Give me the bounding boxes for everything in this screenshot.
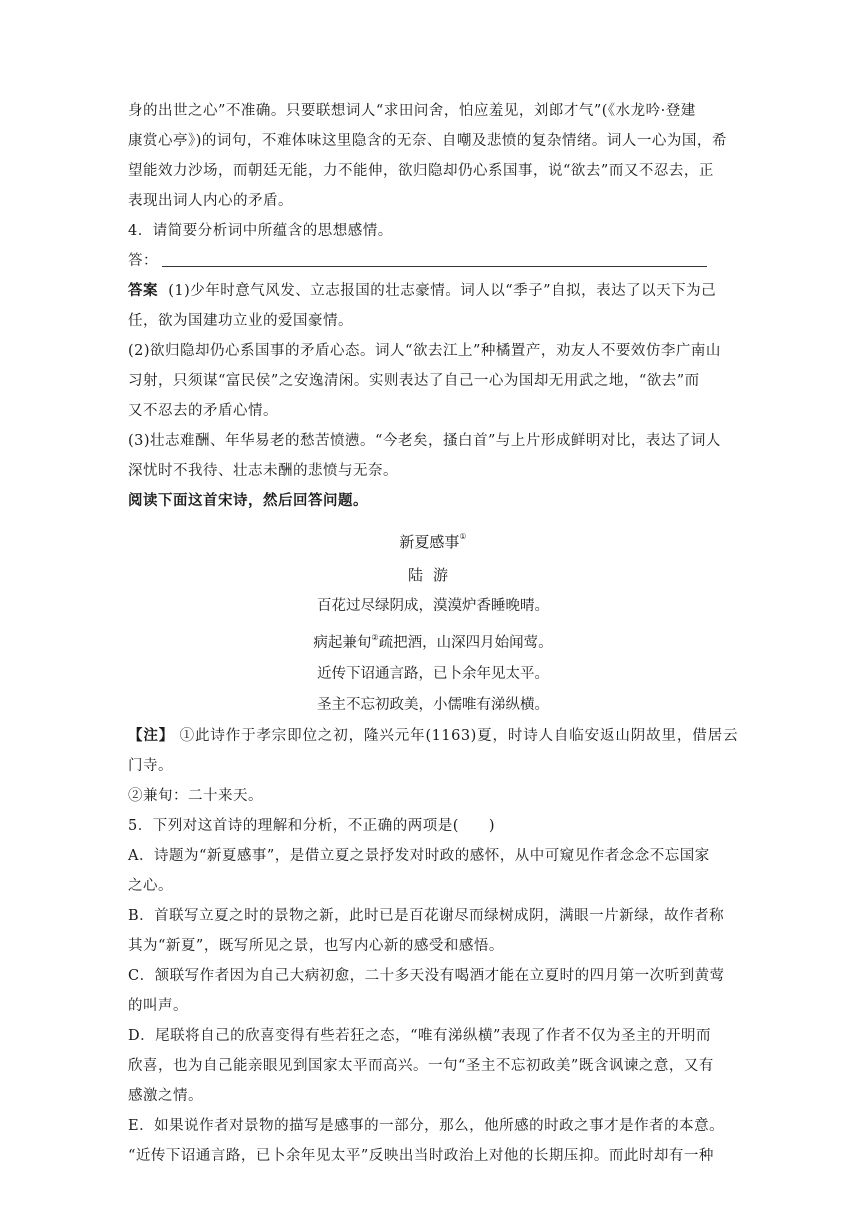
- answer-line: (3)壮志难酬、年华易老的愁苦愤懑。“今老矣，搔白首”与上片形成鲜明对比，表达了词人: [128, 433, 721, 449]
- answer-line: 任，欲为国建功立业的爱国豪情。: [128, 313, 353, 329]
- poem-notes: [128, 721, 738, 811]
- answer-text: (1)少年时意气风发、立志报国的壮志豪情。词人以“季子”自拟，表达了以天下为己: [168, 283, 717, 299]
- answer-line: 习射，只须谋“富民侯”之安逸清闲。实则表达了自己一心为国却无用武之地，“欲去”而: [128, 373, 700, 389]
- answer-prompt-label: 答：: [128, 253, 158, 269]
- answer-line: 又不忍去的矛盾心情。: [128, 403, 278, 419]
- option-C: C．颔联写作者因为自己大病初愈，二十多天没有喝酒才能在立夏时的四月第一次听到黄莺: [128, 968, 725, 984]
- answer-paragraph-1: [128, 276, 738, 306]
- option-B-cont: 其为“新夏”，既写所见之景，也写内心新的感受和感悟。: [128, 938, 504, 954]
- option-B: B．首联写立夏之时的景物之新，此时已是百花谢尽而绿树成阴，满眼一片新绿，故作者称: [128, 908, 725, 924]
- poem-line: 近传下诏通言路，已卜余年见太平。: [317, 666, 549, 682]
- answer-prompt-row: [128, 246, 738, 276]
- note-1: [128, 721, 738, 781]
- answer-blank-line[interactable]: [162, 249, 707, 267]
- answer-label: 答案: [128, 283, 158, 299]
- option-A: A．诗题为“新夏感事”，是借立夏之景抒发对时政的感怀，从中可窥见作者念念不忘国家: [128, 848, 710, 864]
- poem-title: [128, 520, 738, 559]
- question-5: [128, 811, 738, 1171]
- question-4: [128, 216, 738, 276]
- reading-instruction: 阅读下面这首宋诗，然后回答问题。: [128, 493, 368, 509]
- option-D: D．尾联将自己的欣喜变得有些若狂之态，“唯有涕纵横”表现了作者不仅为圣主的开明而: [128, 1028, 711, 1044]
- answer-line: (2)欲归隐却仍心系国事的矛盾心态。词人“欲去江上”种橘置产，劝友人不要效仿李广南山: [128, 343, 721, 359]
- note-2: ②兼旬：二十来天。: [128, 788, 263, 804]
- option-C-cont: 的叫声。: [128, 998, 188, 1014]
- option-A-cont: 之心。: [128, 878, 173, 894]
- option-D-cont: 欣喜，也为自己能亲眼见到国家太平而高兴。一句“圣主不忘初政美”既含讽谏之意，又有: [128, 1058, 714, 1074]
- question-4-text: 4．请简要分析词中所蕴含的思想感情。: [128, 223, 393, 239]
- note-label: 【注】: [128, 728, 175, 744]
- analysis-line: 身的出世之心”不准确。只要联想词人“求田问舍，怕应羞见，刘郎才气”(《水龙吟·登建: [128, 103, 696, 119]
- previous-answer-analysis: [128, 96, 738, 216]
- poem-line-part: 疏把酒，山深四月始闻莺。: [378, 635, 553, 651]
- option-D-cont: 感激之情。: [128, 1088, 203, 1104]
- footnote-marker: ①: [459, 532, 467, 541]
- option-E: E．如果说作者对景物的描写是感事的一部分，那么，他所感的时政之事才是作者的本意。: [128, 1118, 725, 1134]
- analysis-line: 康赏心亭》)的词句，不难体味这里隐含的无奈、自嘲及悲愤的复杂情绪。词人一心为国，希: [128, 133, 727, 149]
- poem-line: 圣主不忘初政美，小儒唯有涕纵横。: [317, 697, 549, 713]
- poem-line: 百花过尽绿阴成，漠漠炉香睡晚晴。: [317, 598, 549, 614]
- poem-line: [128, 622, 738, 659]
- analysis-line: 表现出词人内心的矛盾。: [128, 193, 293, 209]
- footnote-marker: ②: [371, 633, 379, 642]
- document-page: [128, 96, 738, 1171]
- poem-line-part: 病起兼旬: [313, 635, 372, 651]
- note-text: ①此诗作于孝宗即位之初，隆兴元年(1163)夏，时诗人自临安返山阴故里，借居云门寺。: [128, 728, 738, 774]
- question-5-text: 5．下列对这首诗的理解和分析，不正确的两项是( ): [128, 818, 496, 834]
- poem-author: 陆游: [407, 566, 458, 584]
- poem-title-text: 新夏感事: [399, 533, 460, 551]
- analysis-line: 望能效力沙场，而朝廷无能，力不能伸，欲归隐却仍心系国事，说“欲去”而又不忍去，正: [128, 163, 714, 179]
- poem: [128, 520, 738, 721]
- answer-line: 深忧时不我待、壮志未酬的悲愤与无奈。: [128, 463, 398, 479]
- question-4-answer: [128, 276, 738, 486]
- option-E-cont: “近传下诏通言路，已卜余年见太平”反映出当时政治上对他的长期压抑。而此时却有一种: [128, 1148, 714, 1164]
